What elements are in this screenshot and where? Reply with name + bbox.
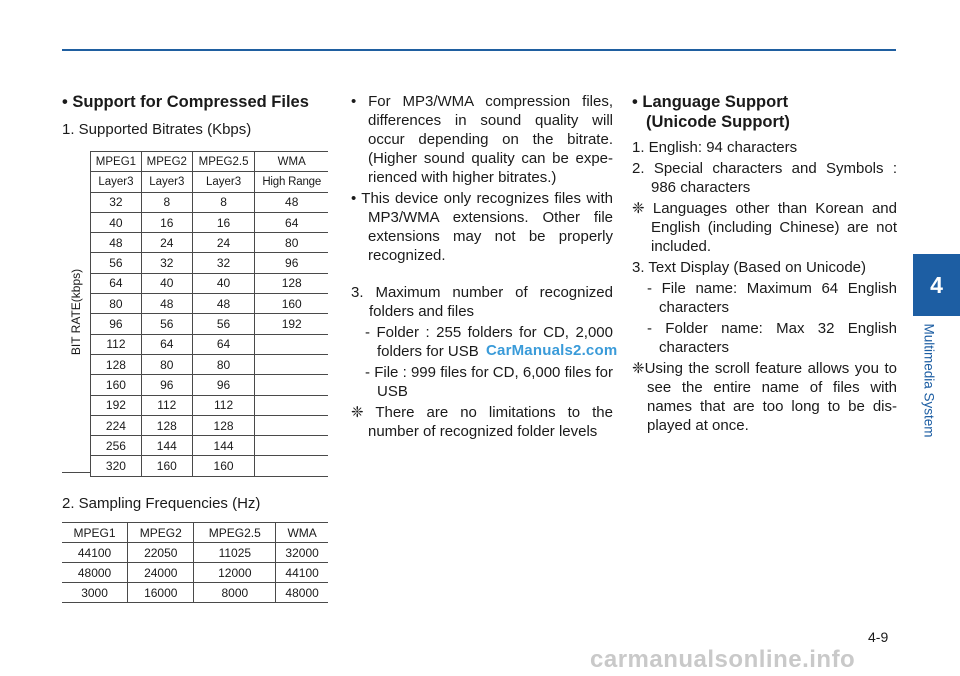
bitrate-row: [91, 233, 329, 253]
header-cell: MPEG2.5: [194, 523, 276, 543]
top-rule: [62, 49, 896, 51]
bitrate-cell: 16: [141, 212, 192, 232]
bitrate-header-row: [91, 152, 329, 172]
sampling-cell: 48000: [276, 583, 328, 603]
bitrate-row: [91, 395, 329, 415]
page-number: 4-9: [868, 629, 889, 645]
layer-cell: Layer3: [91, 172, 142, 192]
bitrate-cell: [255, 436, 328, 456]
bitrate-cell: 160: [192, 456, 255, 476]
section-heading-unicode: (Unicode Support): [646, 113, 790, 131]
sampling-cell: 11025: [194, 543, 276, 563]
dash-folder: - Folder : 255 folders for CD, 2,000 folders for USB: [365, 324, 613, 360]
chapter-title: [894, 310, 960, 450]
item-english: 1. English: 94 characters: [632, 139, 798, 156]
bitrate-cell: 40: [141, 273, 192, 293]
bitrate-cell: 160: [255, 294, 328, 314]
sampling-title: 2. Sampling Frequencies (Hz): [62, 495, 261, 512]
bitrate-cell: 96: [255, 253, 328, 273]
bitrate-cell: 256: [91, 436, 142, 456]
bitrate-cell: 112: [91, 334, 142, 354]
bitrate-cell: 192: [255, 314, 328, 334]
bitrate-cell: 128: [91, 354, 142, 374]
bitrate-cell: 160: [141, 456, 192, 476]
bitrate-row: [91, 375, 329, 395]
bitrate-row: [91, 273, 329, 293]
bitrate-row: [91, 294, 329, 314]
bitrate-cell: 128: [255, 273, 328, 293]
bitrate-grid: [90, 151, 328, 477]
column-3: [632, 92, 897, 435]
bitrate-row: [91, 436, 329, 456]
bitrate-cell: 64: [192, 334, 255, 354]
layer-cell: Layer3: [192, 172, 255, 192]
sampling-row: [62, 583, 328, 603]
item-max-recognized: 3. Maximum number of recognized folders and files: [351, 284, 613, 320]
bitrate-cell: 112: [141, 395, 192, 415]
dash-file: - File : 999 files for CD, 6,000 files for USB: [365, 364, 613, 400]
bitrate-cell: 48: [255, 192, 328, 212]
bitrate-cell: 32: [91, 192, 142, 212]
bitrate-row: [91, 456, 329, 476]
header-cell: MPEG1: [91, 152, 142, 172]
sampling-cell: 44100: [62, 543, 128, 563]
layer-cell: High Range: [255, 172, 328, 192]
bitrate-cell: 24: [141, 233, 192, 253]
bitrate-cell: 128: [192, 415, 255, 435]
watermark-carmanuals2: CarManuals2.com: [486, 342, 618, 359]
bitrate-row: [91, 212, 329, 232]
header-cell: MPEG1: [62, 523, 128, 543]
bitrate-cell: [255, 456, 328, 476]
bitrate-cell: 24: [192, 233, 255, 253]
bitrate-side-label: [62, 151, 90, 473]
bitrate-cell: 8: [141, 192, 192, 212]
sampling-header-row: [62, 523, 328, 543]
bitrate-row: [91, 334, 329, 354]
sampling-cell: 22050: [128, 543, 194, 563]
sampling-cell: 3000: [62, 583, 128, 603]
bitrate-cell: 8: [192, 192, 255, 212]
bitrate-side-label-text: BIT RATE(kbps): [69, 268, 83, 355]
bitrate-row: [91, 415, 329, 435]
chapter-number-tab: 4: [913, 254, 960, 316]
bitrate-cell: 80: [192, 354, 255, 374]
bitrate-row: [91, 192, 329, 212]
bitrate-row: [91, 314, 329, 334]
bitrate-cell: 56: [192, 314, 255, 334]
header-cell: WMA: [276, 523, 328, 543]
sampling-cell: 8000: [194, 583, 276, 603]
section-heading-language: • Language Support: [632, 93, 789, 111]
bitrate-cell: 144: [141, 436, 192, 456]
bitrate-body: [91, 152, 329, 476]
sampling-row: [62, 563, 328, 583]
sampling-cell: 44100: [276, 563, 328, 583]
sampling-body: [62, 523, 328, 603]
bitrate-cell: 16: [192, 212, 255, 232]
bitrate-cell: 96: [141, 375, 192, 395]
sampling-cell: 24000: [128, 563, 194, 583]
dash-folder-name: - Folder name: Max 32 English characters: [647, 320, 897, 356]
note-folder-levels: ❈ There are no limitations to the number of recognized folder levels: [351, 404, 613, 440]
item-text-display: 3. Text Display (Based on Unicode): [632, 259, 867, 276]
bitrate-cell: [255, 395, 328, 415]
bitrate-cell: 112: [192, 395, 255, 415]
header-cell: MPEG2: [141, 152, 192, 172]
item-special-chars: 2. Special characters and Symbols : 986 characters: [632, 160, 897, 196]
section-heading-compressed-files: • Support for Compressed Files: [62, 93, 309, 111]
sampling-cell: 32000: [276, 543, 328, 563]
bitrate-cell: 64: [141, 334, 192, 354]
bitrate-cell: 48: [91, 233, 142, 253]
bitrate-cell: 56: [141, 314, 192, 334]
sampling-table: [62, 522, 328, 603]
bitrate-cell: 48: [141, 294, 192, 314]
bitrate-cell: 320: [91, 456, 142, 476]
bitrate-cell: 96: [91, 314, 142, 334]
note-scroll: ❈Using the scroll feature allows you to see the entire name of files with names that are too long to be dis-played at once.: [632, 360, 897, 434]
bitrate-cell: 56: [91, 253, 142, 273]
bitrate-cell: 80: [255, 233, 328, 253]
note-languages: ❈ Languages other than Korean and English (including Chinese) are not included.: [632, 200, 897, 255]
sampling-cell: 12000: [194, 563, 276, 583]
bitrate-row: [91, 253, 329, 273]
chapter-title-text: Multimedia System: [921, 322, 937, 438]
bitrate-cell: [255, 354, 328, 374]
bullet-extensions: • This device only recognizes files with MP3/WMA extensions. Other file extensions may not be properly recognized.: [351, 190, 613, 264]
bitrate-cell: 192: [91, 395, 142, 415]
layer-cell: Layer3: [141, 172, 192, 192]
bitrate-cell: 80: [91, 294, 142, 314]
footer-watermark: carmanualsonline.info: [590, 646, 856, 673]
dash-file-name: - File name: Maximum 64 English characters: [647, 280, 897, 316]
bitrate-cell: [255, 375, 328, 395]
column-1: [62, 92, 328, 139]
bitrate-cell: 160: [91, 375, 142, 395]
bitrates-title: 1. Supported Bitrates (Kbps): [62, 121, 252, 138]
bitrate-cell: 80: [141, 354, 192, 374]
bitrate-cell: 96: [192, 375, 255, 395]
bitrate-cell: [255, 334, 328, 354]
column-2: [351, 92, 613, 441]
sampling-cell: 48000: [62, 563, 128, 583]
bitrate-cell: 64: [255, 212, 328, 232]
bitrate-row: [91, 354, 329, 374]
bitrate-cell: 128: [141, 415, 192, 435]
bitrate-cell: [255, 415, 328, 435]
sampling-cell: 16000: [128, 583, 194, 603]
header-cell: MPEG2.5: [192, 152, 255, 172]
bitrate-cell: 32: [192, 253, 255, 273]
bitrate-cell: 224: [91, 415, 142, 435]
sampling-row: [62, 543, 328, 563]
bullet-quality: • For MP3/WMA compression files, differences in sound quality will occur depending on the bitrate. (Higher sound quality can be expe-rienced with higher bitrates.): [351, 93, 613, 186]
header-cell: WMA: [255, 152, 328, 172]
bitrate-cell: 40: [192, 273, 255, 293]
header-cell: MPEG2: [128, 523, 194, 543]
bitrate-cell: 40: [91, 212, 142, 232]
bitrate-layer-row: [91, 172, 329, 192]
bitrate-cell: 144: [192, 436, 255, 456]
bitrate-table: [62, 151, 328, 472]
bitrate-cell: 64: [91, 273, 142, 293]
bitrate-cell: 48: [192, 294, 255, 314]
bitrate-cell: 32: [141, 253, 192, 273]
